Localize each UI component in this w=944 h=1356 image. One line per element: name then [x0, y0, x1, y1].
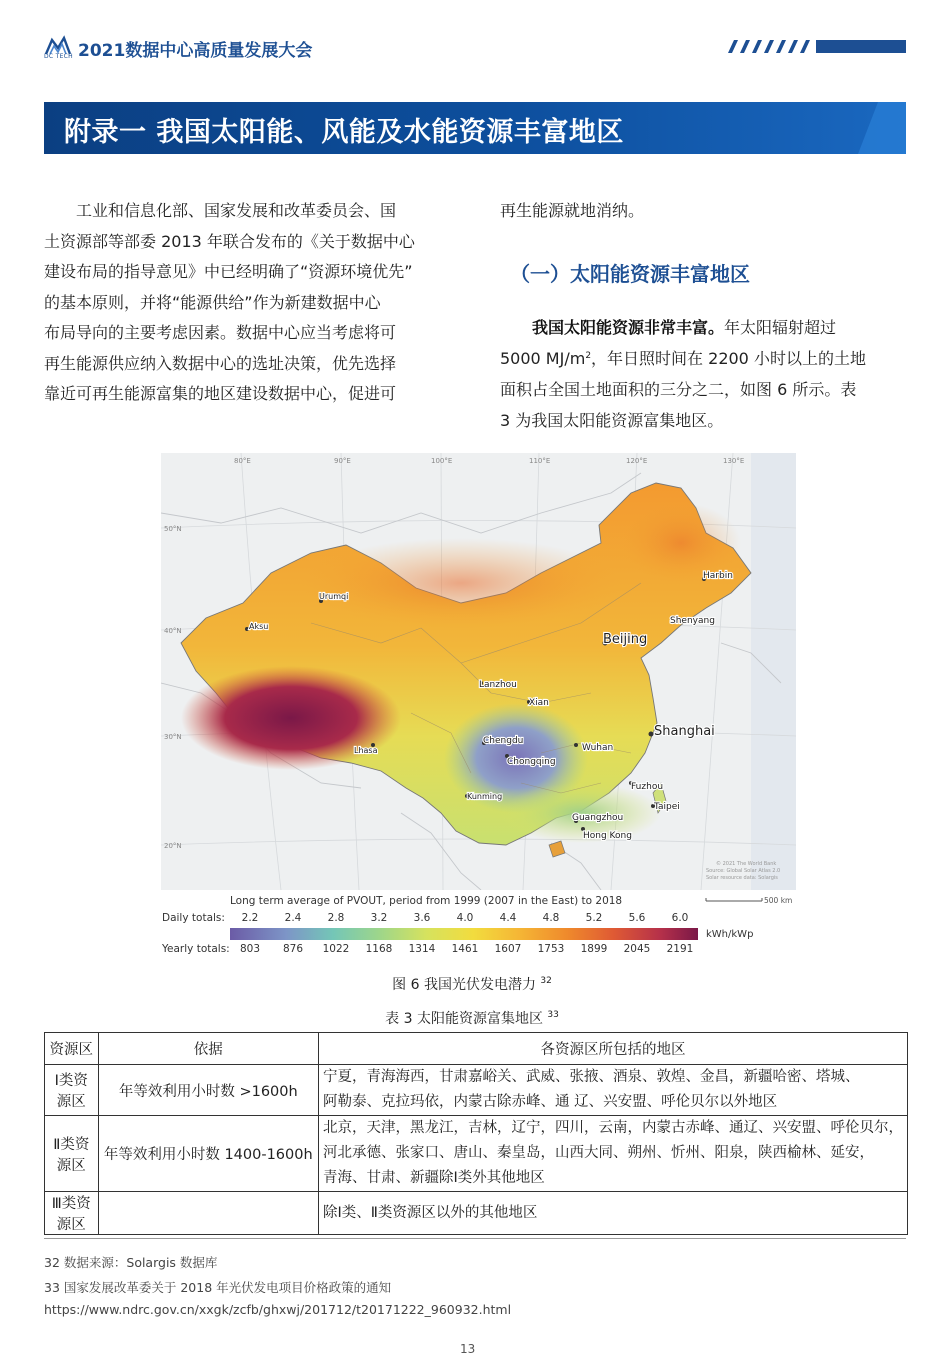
map-credit: Source: Global Solar Atlas 2.0 [706, 868, 781, 874]
paragraph-line: 面积占全国土地面积的三分之二，如图 6 所示。表 [500, 380, 857, 399]
yearly-tick: 2045 [623, 943, 651, 955]
intro-paragraph [44, 196, 449, 410]
footnote: 33 国家发展改革委关于 2018 年光伏发电项目价格政策的通知 [44, 1280, 392, 1295]
figure-caption-text: 图 6 我国光伏发电潜力 [392, 977, 536, 993]
yearly-tick: 1607 [494, 943, 522, 955]
table-row [45, 1116, 908, 1192]
yearly-tick: 1314 [408, 943, 436, 955]
section-heading: （一）太阳能资源丰富地区 [510, 262, 750, 286]
yearly-tick: 1899 [580, 943, 608, 955]
daily-tick: 6.0 [671, 912, 689, 924]
city-label: Fuzhou [631, 782, 664, 792]
footnote-divider [44, 1238, 906, 1239]
lon-label: 120°E [626, 457, 648, 465]
yearly-totals-label: Yearly totals: [162, 943, 230, 955]
city-label: Harbin [703, 571, 733, 581]
footnote-ref: 32 [540, 976, 552, 986]
paragraph-line: 布局导向的主要考虑因素。数据中心应当考虑将可 [44, 323, 397, 342]
table-caption [0, 1008, 944, 1028]
table-header-cell: 依据 [98, 1033, 318, 1065]
daily-totals-label: Daily totals: [162, 912, 225, 924]
map-credit: Solar resource data: Solargis [706, 875, 778, 881]
lat-label: 30°N [164, 733, 182, 741]
lat-label: 50°N [164, 525, 182, 533]
lon-label: 110°E [529, 457, 551, 465]
daily-tick: 3.6 [413, 912, 431, 924]
daily-tick: 4.4 [499, 912, 517, 924]
footnote-ref: 33 [547, 1010, 559, 1020]
paragraph-line: 靠近可再生能源富集的地区建设数据中心，促进可 [44, 384, 397, 403]
bold-lead: 我国太阳能资源非常丰富。 [532, 318, 725, 337]
lon-label: 130°E [723, 457, 745, 465]
city-label: Urumqi [319, 592, 349, 601]
city-label: Beijing [603, 632, 648, 647]
page-number: 13 [460, 1342, 476, 1356]
legend-unit: kWh/kWp [706, 929, 754, 940]
regions-cell [319, 1065, 908, 1116]
paragraph-line: 再生能源供应纳入数据中心的选址决策，优先选择 [44, 353, 397, 373]
zone-cell: Ⅰ类资源区 [45, 1065, 99, 1116]
daily-tick: 5.6 [628, 912, 646, 924]
city-label: Lhasa [354, 746, 378, 755]
city-label: Chengdu [483, 736, 524, 746]
regions-line: 北京，天津，黑龙江，吉林，辽宁，四川，云南，内蒙古赤峰、通辽、兴安盟、呼伦贝尔， [323, 1120, 903, 1136]
daily-tick: 4.8 [542, 912, 560, 924]
regions-line: 阿勒泰、克拉玛依，内蒙古除赤峰、通 辽、兴安盟、呼伦贝尔以外地区 [323, 1094, 778, 1110]
banner-title: 附录一 我国太阳能、风能及水能资源丰富地区 [64, 117, 624, 148]
paragraph-text: 年太阳辐射超过 [724, 318, 837, 337]
banner-corner-accent [858, 102, 906, 154]
regions-line: 除Ⅰ类、Ⅱ类资源区以外的其他地区 [323, 1204, 538, 1221]
superscript: 2 [585, 351, 592, 361]
city-label: Taipei [654, 802, 680, 812]
paragraph-text: 5000 MJ/m [500, 349, 586, 368]
table-row [45, 1192, 908, 1235]
daily-tick: 2.8 [327, 912, 345, 924]
table-header-cell: 资源区 [45, 1033, 99, 1065]
regions-line: 宁夏，青海海西，甘肃嘉峪关、武威、张掖、酒泉、敦煌、金昌，新疆哈密、塔城、 [323, 1069, 860, 1085]
yearly-tick: 1753 [537, 943, 565, 955]
table-header-cell: 各资源区所包括的地区 [319, 1033, 908, 1065]
city-label: Guangzhou [572, 813, 624, 823]
city-label: Kunming [467, 792, 503, 801]
city-label: Hong Kong [583, 831, 632, 841]
yearly-tick: 876 [282, 943, 304, 955]
legend-title: Long term average of PVOUT, period from 1999 (2007 in the East) to 2018 [230, 895, 623, 907]
lon-label: 80°E [234, 457, 251, 465]
daily-tick: 2.4 [284, 912, 302, 924]
table-row [45, 1065, 908, 1116]
city-label: Aksu [249, 622, 269, 631]
pvout-colorbar [230, 928, 698, 940]
table-header-row [45, 1033, 908, 1065]
city-label: Shenyang [670, 616, 715, 626]
table-caption-text: 表 3 太阳能资源富集地区 [385, 1011, 543, 1027]
header-stripes [722, 40, 906, 53]
city-label: Chongqing [507, 757, 556, 767]
yearly-tick: 1168 [365, 943, 393, 955]
daily-tick: 5.2 [585, 912, 603, 924]
basis-cell: 年等效利用小时数 >1600h [98, 1065, 318, 1116]
lon-label: 90°E [334, 457, 351, 465]
city-label: Lanzhou [479, 680, 517, 690]
footnote: 32 数据来源：Solargis 数据库 [44, 1255, 218, 1270]
paragraph-line: 工业和信息化部、国家发展和改革委员会、国 [44, 201, 397, 220]
yearly-tick: 1022 [322, 943, 350, 955]
paragraph-line: 建设布局的指导意见》中已经明确了“资源环境优先” [44, 262, 413, 281]
basis-cell [98, 1192, 318, 1235]
paragraph-line: 土资源部等部委 2013 年联合发布的《关于数据中心 [44, 231, 415, 251]
zone-cell: Ⅲ类资源区 [45, 1192, 99, 1235]
footnote-url[interactable]: https://www.ndrc.gov.cn/xxgk/zcfb/ghxwj/201712/t20171222_960932.html [44, 1302, 512, 1317]
lat-label: 20°N [164, 842, 182, 850]
solar-paragraph [500, 313, 906, 437]
yearly-tick: 2191 [666, 943, 694, 955]
lon-label: 100°E [431, 457, 453, 465]
solar-zone-table [44, 1032, 908, 1235]
regions-cell [319, 1192, 908, 1235]
scale-label: 500 km [764, 896, 793, 905]
daily-tick: 3.2 [370, 912, 388, 924]
map-credit: © 2021 The World Bank [716, 861, 777, 867]
regions-cell [319, 1116, 908, 1192]
figure-caption [0, 974, 944, 994]
city-label: Wuhan [582, 743, 614, 753]
basis-cell: 年等效利用小时数 1400-1600h [98, 1116, 318, 1192]
daily-tick: 2.2 [241, 912, 259, 924]
regions-line: 河北承德、张家口、唐山、秦皇岛，山西大同、朔州、忻州、阳泉，陕西榆林、延安， [323, 1145, 874, 1161]
paragraph-continuation: 再生能源就地消纳。 [500, 201, 645, 220]
paragraph-text: ，年日照时间在 2200 小时以上的土地 [591, 349, 866, 368]
daily-tick: 4.0 [456, 912, 474, 924]
yearly-tick: 1461 [451, 943, 479, 955]
paragraph-line [500, 344, 906, 375]
pvout-map [161, 453, 796, 890]
paragraph-line: 3 为我国太阳能资源富集地区。 [500, 411, 724, 430]
paragraph-line [500, 313, 906, 344]
paragraph-line: 的基本原则，并将“能源供给”作为新建数据中心 [44, 292, 381, 312]
zone-cell: Ⅱ类资源区 [45, 1116, 99, 1192]
city-label: Xian [529, 698, 549, 708]
city-label: Shanghai [654, 724, 715, 739]
logo-subtitle: DC TECH [44, 53, 73, 60]
scale-bar [704, 893, 796, 907]
lat-label: 40°N [164, 627, 182, 635]
conference-title: 2021数据中心高质量发展大会 [78, 41, 313, 61]
regions-line: 青海、甘肃、新疆除Ⅰ类外其他地区 [323, 1170, 545, 1186]
yearly-tick: 803 [239, 943, 261, 955]
